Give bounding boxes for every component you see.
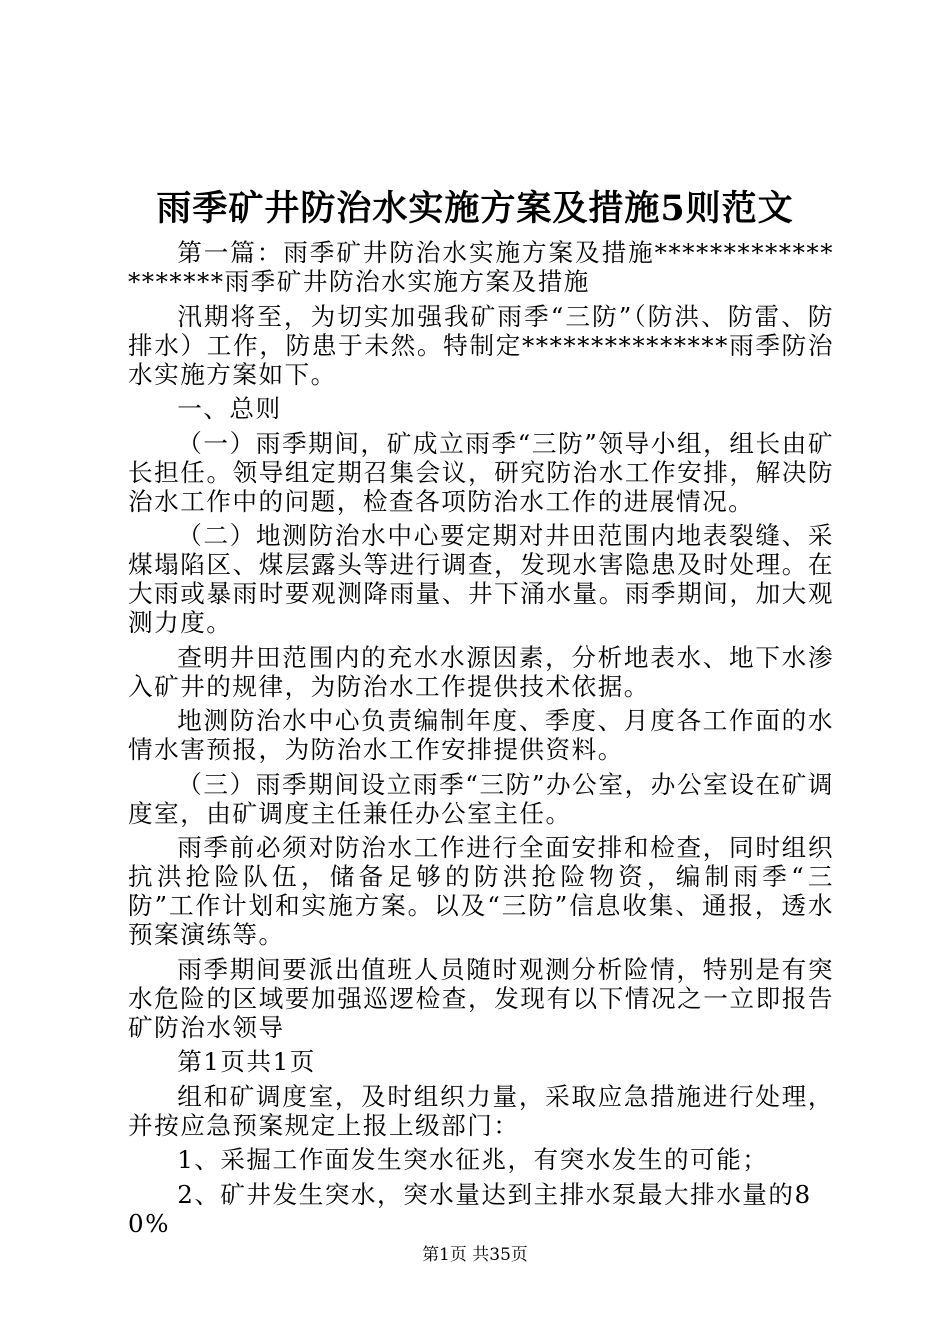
inline-page-marker: 第1页共1页 <box>177 1047 316 1076</box>
paragraph: （二）地测防治水中心要定期对井田范围内地表裂缝、采煤塌陷区、煤层露头等进行调查，发现水害隐患及时处理。在大雨或暴雨时要观测降雨量、井下涌水量。雨季期间，加大观测力度。 <box>128 521 834 637</box>
paragraph: 雨季前必须对防治水工作进行全面安排和检查，同时组织抗洪抢险队伍，储备足够的防洪抢险物资，编制雨季“三防”工作计划和实施方案。以及“三防”信息收集、通报，透水预案演练等。 <box>128 833 834 949</box>
page-footer: 第1页 共35页 <box>422 1245 528 1265</box>
paragraph: 汛期将至，为切实加强我矿雨季“三防”（防洪、防雷、防排水）工作，防患于未然。特制定***************雨季防治水实施方案如下。 <box>128 301 834 389</box>
paragraph: 第一篇：雨季矿井防治水实施方案及措施********************雨季矿井防治水实施方案及措施 <box>128 238 834 296</box>
paragraph: （一）雨季期间，矿成立雨季“三防”领导小组，组长由矿长担任。领导组定期召集会议，研究防治水工作安排，解决防治水工作中的问题，检查各项防治水工作的进展情况。 <box>128 428 834 516</box>
list-item: 2、矿井发生突水，突水量达到主排水泵最大排水量的80% <box>128 1179 812 1238</box>
list-item: 1、采掘工作面发生突水征兆，有突水发生的可能； <box>177 1145 769 1174</box>
section-heading: 一、总则 <box>177 394 282 423</box>
paragraph: 雨季期间要派出值班人员随时观测分析险情，特别是有突水危险的区域要加强巡逻检查，发现有以下情况之一立即报告矿防治水领导 <box>128 954 834 1042</box>
paragraph: 地测防治水中心负责编制年度、季度、月度各工作面的水情水害预报，为防治水工作安排提供资料。 <box>128 706 834 764</box>
document-title: 雨季矿井防治水实施方案及措施5则范文 <box>156 188 794 229</box>
paragraph: 查明井田范围内的充水水源因素，分析地表水、地下水渗入矿井的规律，为防治水工作提供技术依据。 <box>128 642 834 701</box>
document-body <box>128 238 834 1243</box>
paragraph: （三）雨季期间设立雨季“三防”办公室，办公室设在矿调度室，由矿调度主任兼任办公室主任。 <box>128 769 834 828</box>
paragraph: 组和矿调度室，及时组织力量，采取应急措施进行处理，并按应急预案规定上报上级部门： <box>128 1081 834 1140</box>
